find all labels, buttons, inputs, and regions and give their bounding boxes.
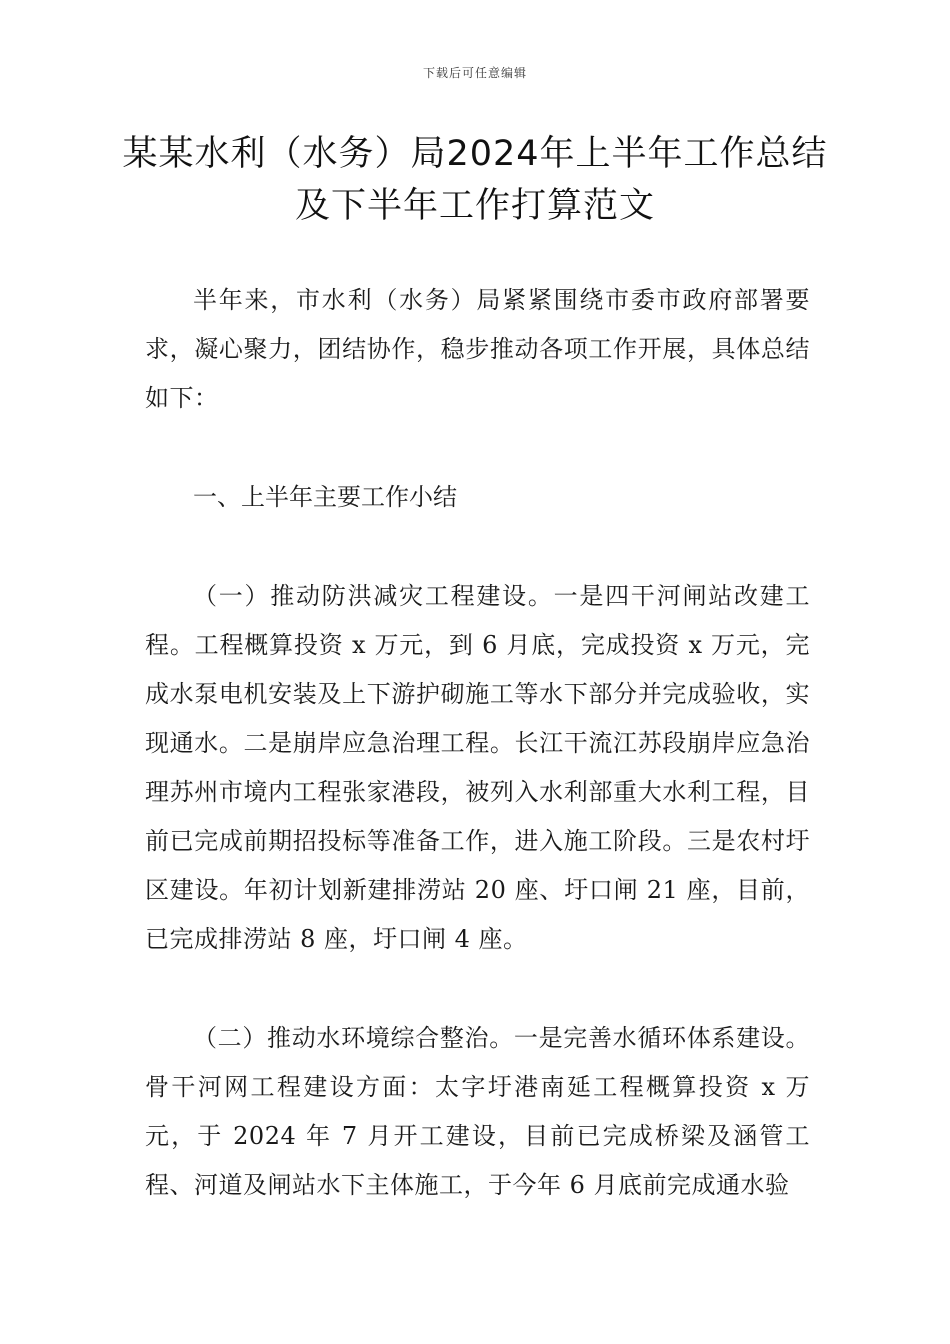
subsection-1-paragraph: （一）推动防洪减灾工程建设。一是四干河闸站改建工程。工程概算投资 x 万元，到 6 月底，完成投资 x 万元，完成水泵电机安装及上下游护砌施工等水下部分并完成验收，实现通水。二是崩岸应急治理工程。长江干流江苏段崩岸应急治理苏州市境内工程张家港段，被列入水利部重大水利工程，目前已完成前期招投标等准备工作，进入施工阶段。三是农村圩区建设。年初计划新建排涝站 20 座、圩口闸 21 座，目前，已完成排涝站 8 座，圩口闸 4 座。: [145, 582, 810, 953]
intro-paragraph: 半年来，市水利（水务）局紧紧围绕市委市政府部署要求，凝心聚力，团结协作，稳步推动各项工作开展，具体总结如下：: [145, 286, 810, 412]
header-note: 下载后可任意编辑: [422, 66, 527, 80]
document-title: 某某水利（水务）局2024年上半年工作总结及下半年工作打算范文: [122, 134, 828, 226]
section-heading: 一、上半年主要工作小结: [193, 483, 457, 511]
document-body: [145, 276, 810, 1260]
subsection-2-paragraph: （二）推动水环境综合整治。一是完善水循环体系建设。骨干河网工程建设方面：太字圩港南延工程概算投资 x 万元，于 2024 年 7 月开工建设，目前已完成桥梁及涵管工程、河道及闸站水下主体施工，于今年 6 月底前完成通水验: [145, 1024, 810, 1199]
